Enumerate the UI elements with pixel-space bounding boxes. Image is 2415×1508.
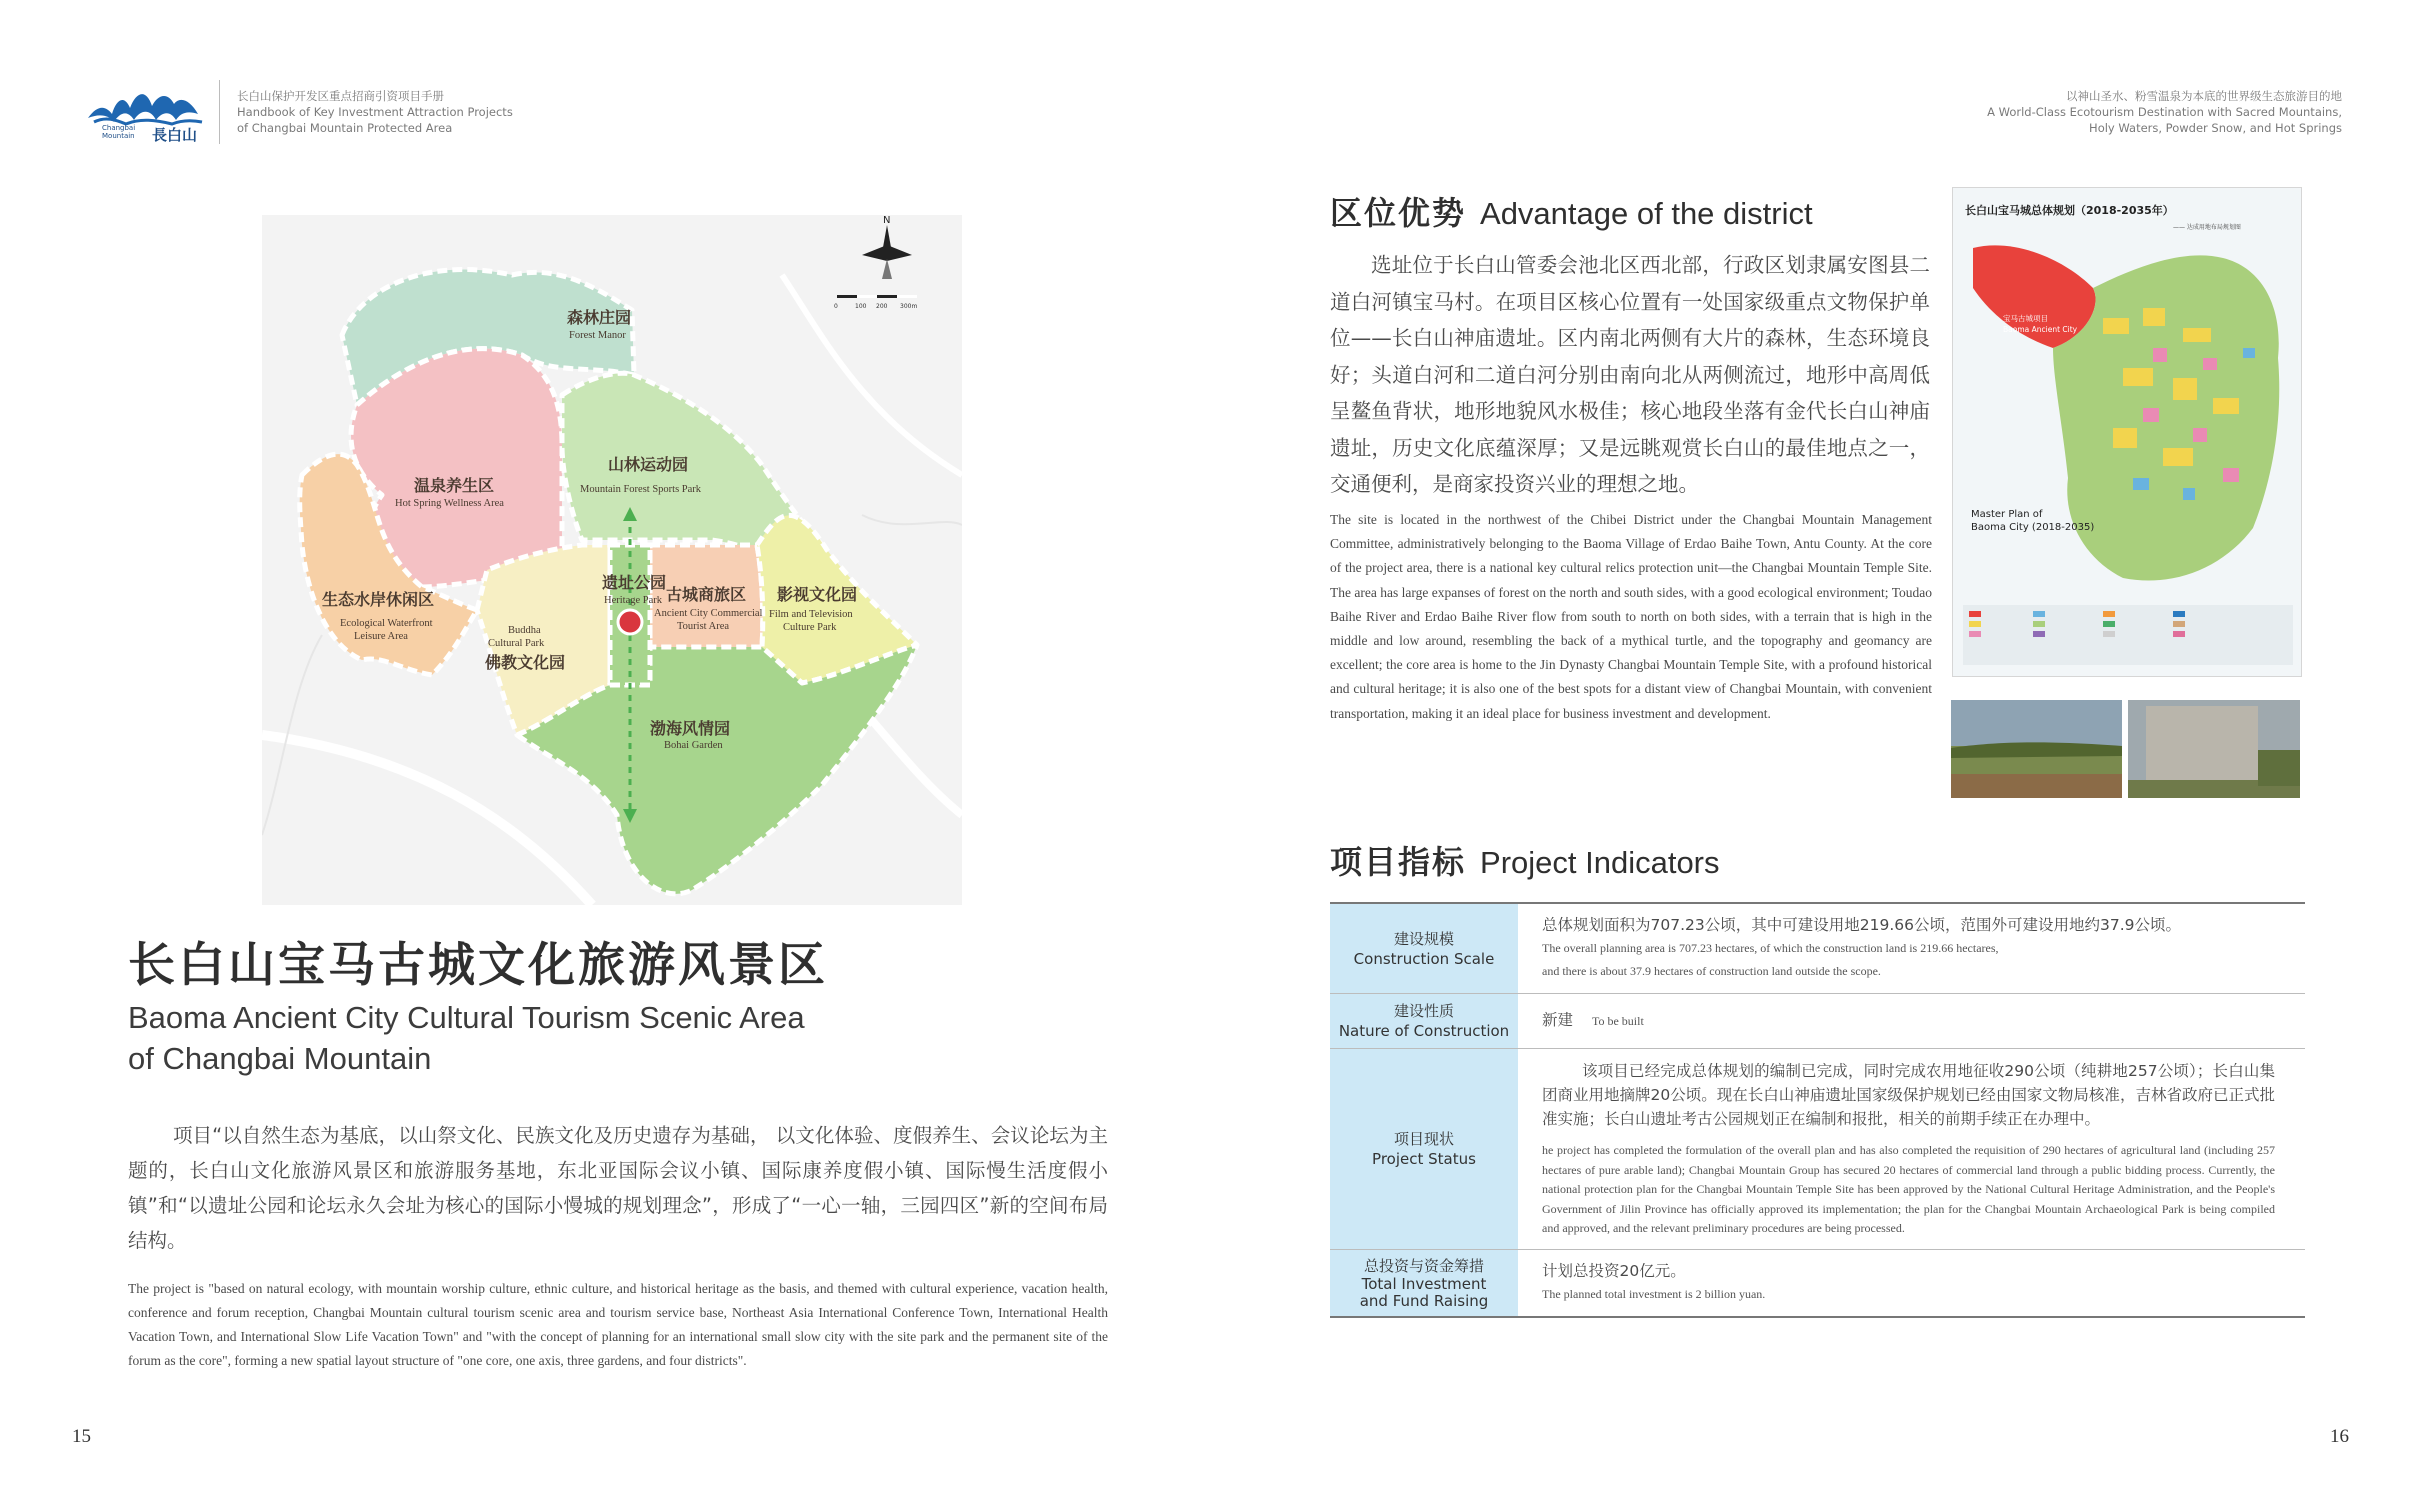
brand-logo <box>86 78 208 142</box>
indicators-title-en: Project Indicators <box>1480 845 1720 880</box>
row-value-en: he project has completed the formulation of the overall plan and has also completed the requisition of 290 hectares of agricultural land (including 257 hectares of pure arable land); Changbai Mountain Group has secured 20 hectares of commercial land through a public bidding process. Currently, the national protection plan for the Changbai Mountain Temple Site has been approved by the National Cultural Heritage Administration, and the People's Government of Jilin Province has officially approved its implementation; the plan for the Changbai Mountain Archaeological Park is being compiled and approved, and the relevant preliminary procedures are being processed. <box>1542 1143 2275 1235</box>
master-plan-caption-1: Master Plan of <box>1971 509 2043 520</box>
landscape-photo <box>1951 700 2122 798</box>
intro-paragraph-en: The project is "based on natural ecology, with mountain worship culture, ethnic culture, and historical heritage as the basis, and themed with cultural experience, vacation health, conference and forum reception, Changbai Mountain cultural tourism scenic area and tourism service base, Northeast Asia International Conference Town, International Health Vacation Town, and International Slow Life Vacation Town" and "with the concept of planning for an international small slow city with the site park and the permanent site of the forum as the core", forming a new spatial layout structure of "one core, one axis, three gardens, and four districts". <box>128 1281 1108 1368</box>
label-buddha-cn: 佛教文化园 <box>485 653 566 672</box>
header-right <box>1987 88 2342 136</box>
row-label-en: Construction Scale <box>1353 949 1495 968</box>
header-left-en1: Handbook of Key Investment Attraction Projects <box>237 105 513 119</box>
table-row <box>1330 903 2305 994</box>
label-ancient-cn: 古城商旅区 <box>666 585 747 604</box>
zoning-map <box>262 215 962 905</box>
row-value <box>1518 994 2305 1049</box>
row-label-en2: and Fund Raising <box>1359 1291 1489 1310</box>
label-sports-en: Mountain Forest Sports Park <box>580 484 702 495</box>
scale-tick-3: 300m <box>900 303 918 310</box>
page-number-right: 16 <box>2330 1426 2349 1447</box>
label-forest-en: Forest Manor <box>569 330 626 341</box>
row-value-en: The planned total investment is 2 billion yuan. <box>1542 1286 1766 1301</box>
page-title-en-line1: Baoma Ancient City Cultural Tourism Scenic Area <box>128 1000 805 1035</box>
header-right-en1: A World-Class Ecotourism Destination with Sacred Mountains, <box>1987 105 2342 119</box>
label-film-cn: 影视文化园 <box>777 585 858 604</box>
scale-tick-2: 200 <box>876 303 888 310</box>
scale-tick-1: 100 <box>855 303 867 310</box>
row-value-en2: and there is about 37.9 hectares of construction land outside the scope. <box>1542 964 1881 978</box>
row-label-cn: 项目现状 <box>1393 1129 1454 1148</box>
label-hot-en: Hot Spring Wellness Area <box>395 498 504 509</box>
advantage-paragraph-cn: 选址位于长白山管委会池北区西北部，行政区划隶属安图县二道白河镇宝马村。在项目区核心位置有一处国家级重点文物保护单位——长白山神庙遗址。区内南北两侧有大片的森林，生态环境良好；头道白河和二道白河分别由南向北从两侧流过，地形中高周低呈鳌鱼背状，地形地貌风水极佳；核心地段坐落有金代长白山神庙遗址，历史文化底蕴深厚；又是远眺观赏长白山的最佳地点之一，交通便利，是商家投资兴业的理想之地。 <box>1330 253 1930 496</box>
site-photo-stele <box>2128 700 2300 798</box>
row-value-cn: 该项目已经完成总体规划的编制已完成，同时完成农用地征收290公顷（纯耕地257公顷）；长白山集团商业用地摘牌20公顷。现在长白山神庙遗址国家级保护规划已经由国家文物局核准，吉林省政府已正式批准实施；长白山遗址考古公园规划正在编制和报批，相关的前期手续正在办理中。 <box>1542 1062 2275 1128</box>
row-label-en: Nature of Construction <box>1338 1022 1510 1040</box>
row-value <box>1518 1049 2305 1250</box>
page-title-en-line2: of Changbai Mountain <box>128 1041 432 1076</box>
label-water-en1: Ecological Waterfront <box>340 618 433 629</box>
master-plan-caption-2: Baoma City (2018-2035) <box>1971 522 2095 533</box>
header-left-cn: 长白山保护开发区重点招商引资项目手册 <box>237 89 444 103</box>
row-label-en1: Total Investment <box>1361 1274 1487 1293</box>
row-label-en: Project Status <box>1372 1149 1476 1168</box>
label-buddha-en1: Buddha <box>508 625 541 636</box>
row-value-en1: The overall planning area is 707.23 hectares, of which the construction land is 219.66 hectares, <box>1542 941 1999 955</box>
label-ancient-en2: Tourist Area <box>677 621 730 632</box>
label-forest-cn: 森林庄园 <box>567 308 632 327</box>
brand-small: Changbai Mountain <box>102 124 136 140</box>
table-row <box>1330 1249 2305 1317</box>
label-water-en2: Leisure Area <box>354 631 408 642</box>
row-label-cn: 总投资与资金筹措 <box>1363 1256 1484 1275</box>
page-title-en <box>128 997 888 1079</box>
label-hot-cn: 温泉养生区 <box>414 476 495 495</box>
table-row <box>1330 994 2305 1049</box>
label-film-en2: Culture Park <box>783 622 837 633</box>
label-film-en1: Film and Television <box>769 609 853 620</box>
row-value <box>1518 1249 2305 1317</box>
label-site-cn: 遗址公园 <box>602 573 667 592</box>
brand-script: 長白山 <box>152 126 198 144</box>
advantage-title-en: Advantage of the district <box>1480 196 1813 231</box>
stele-photo <box>2128 700 2300 798</box>
page-title-cn: 长白山宝马古城文化旅游风景区 <box>128 938 828 993</box>
header-right-cn: 以神山圣水、粉雪温泉为本底的世界级生态旅游目的地 <box>2066 89 2342 103</box>
label-ancient-en1: Ancient City Commercial <box>654 608 763 619</box>
legend-swatches <box>1963 605 2293 665</box>
row-label-cn: 建设规模 <box>1393 929 1454 948</box>
row-label <box>1330 994 1518 1049</box>
row-value-cn: 新建 <box>1542 1011 1574 1029</box>
label-bohai-en: Bohai Garden <box>664 740 723 751</box>
header-divider <box>219 80 220 144</box>
label-sports-cn: 山林运动园 <box>608 455 689 474</box>
master-plan-caption <box>1971 508 2094 534</box>
header-right-en2: Holy Waters, Powder Snow, and Hot Springs <box>2089 121 2342 135</box>
header-left <box>237 88 513 136</box>
advantage-title-cn: 区位优势 <box>1330 194 1467 232</box>
label-water-cn: 生态水岸休闲区 <box>322 590 435 609</box>
table-row <box>1330 1049 2305 1250</box>
master-plan-drawing <box>1953 228 2302 598</box>
master-plan-tag-en: Baoma Ancient City <box>2003 325 2078 334</box>
site-photo-landscape <box>1951 700 2122 798</box>
master-plan-legend <box>1963 605 2293 665</box>
row-label <box>1330 903 1518 994</box>
advantage-title <box>1330 188 1813 234</box>
row-label <box>1330 1049 1518 1250</box>
header-left-en2: of Changbai Mountain Protected Area <box>237 121 453 135</box>
master-plan-tag-cn: 宝马古城项目 <box>2003 314 2048 323</box>
row-label <box>1330 1249 1518 1317</box>
label-bohai-cn: 渤海风情园 <box>650 719 731 738</box>
row-value-cn: 计划总投资20亿元。 <box>1542 1261 1686 1280</box>
label-site-en: Heritage Park <box>604 595 663 606</box>
master-plan-image <box>1952 187 2302 677</box>
indicators-title-cn: 项目指标 <box>1330 843 1467 881</box>
master-plan-tag <box>2003 313 2077 335</box>
row-value-cn: 总体规划面积为707.23公顷，其中可建设用地219.66公顷，范围外可建设用地约37.9公顷。 <box>1542 916 2181 934</box>
master-plan-title: 长白山宝马城总体规划（2018-2035年） <box>1965 204 2174 217</box>
indicators-table <box>1330 902 2305 1318</box>
row-value <box>1518 903 2305 994</box>
north-label: N <box>883 215 891 226</box>
scale-tick-0: 0 <box>834 303 838 310</box>
zoning-map-svg <box>262 215 962 905</box>
advantage-paragraph-en: The site is located in the northwest of the Chibei District under the Changbai Mountain Management Committee, administratively belonging to the Baoma Village of Erdao Baihe Town, Antu County. At the core of the project area, there is a national key cultural relics protection unit—the Changbai Mountain Temple Site. The area has large expanses of forest on the north and south sides, with a good ecological environment; Toudao Baihe River and Erdao Baihe River flow from south to north on both sides, with a terrain that is high in the middle and low around, resembling the back of a mythical turtle, and the topography and geomancy are excellent; the core area is home to the Jin Dynasty Changbai Mountain Temple Site, with a profound historical and cultural heritage; it is also one of the best spots for a distant view of Changbai Mountain, with convenient transportation, making it an ideal place for business investment and development. <box>1330 512 1932 721</box>
master-plan-subtitle: —— 达成用地布局规划图 <box>2173 224 2241 231</box>
page-number-left: 15 <box>72 1426 91 1447</box>
site-marker-icon <box>618 610 642 634</box>
row-label-cn: 建设性质 <box>1393 1002 1454 1020</box>
row-value-en: To be built <box>1591 1014 1644 1028</box>
indicators-title <box>1330 837 1720 883</box>
intro-paragraph-cn: 项目“以自然生态为基底，以山祭文化、民族文化及历史遗存为基础， 以文化体验、度假养生、会议论坛为主题的，长白山文化旅游风景区和旅游服务基地，东北亚国际会议小镇、国际康养度假小镇、国际慢生活度假小镇”和“以遗址公园和论坛永久会址为核心的国际小慢城的规划理念”，形成了“一心一轴，三园四区”新的空间布局结构。 <box>128 1124 1108 1252</box>
label-buddha-en2: Cultural Park <box>488 638 545 649</box>
